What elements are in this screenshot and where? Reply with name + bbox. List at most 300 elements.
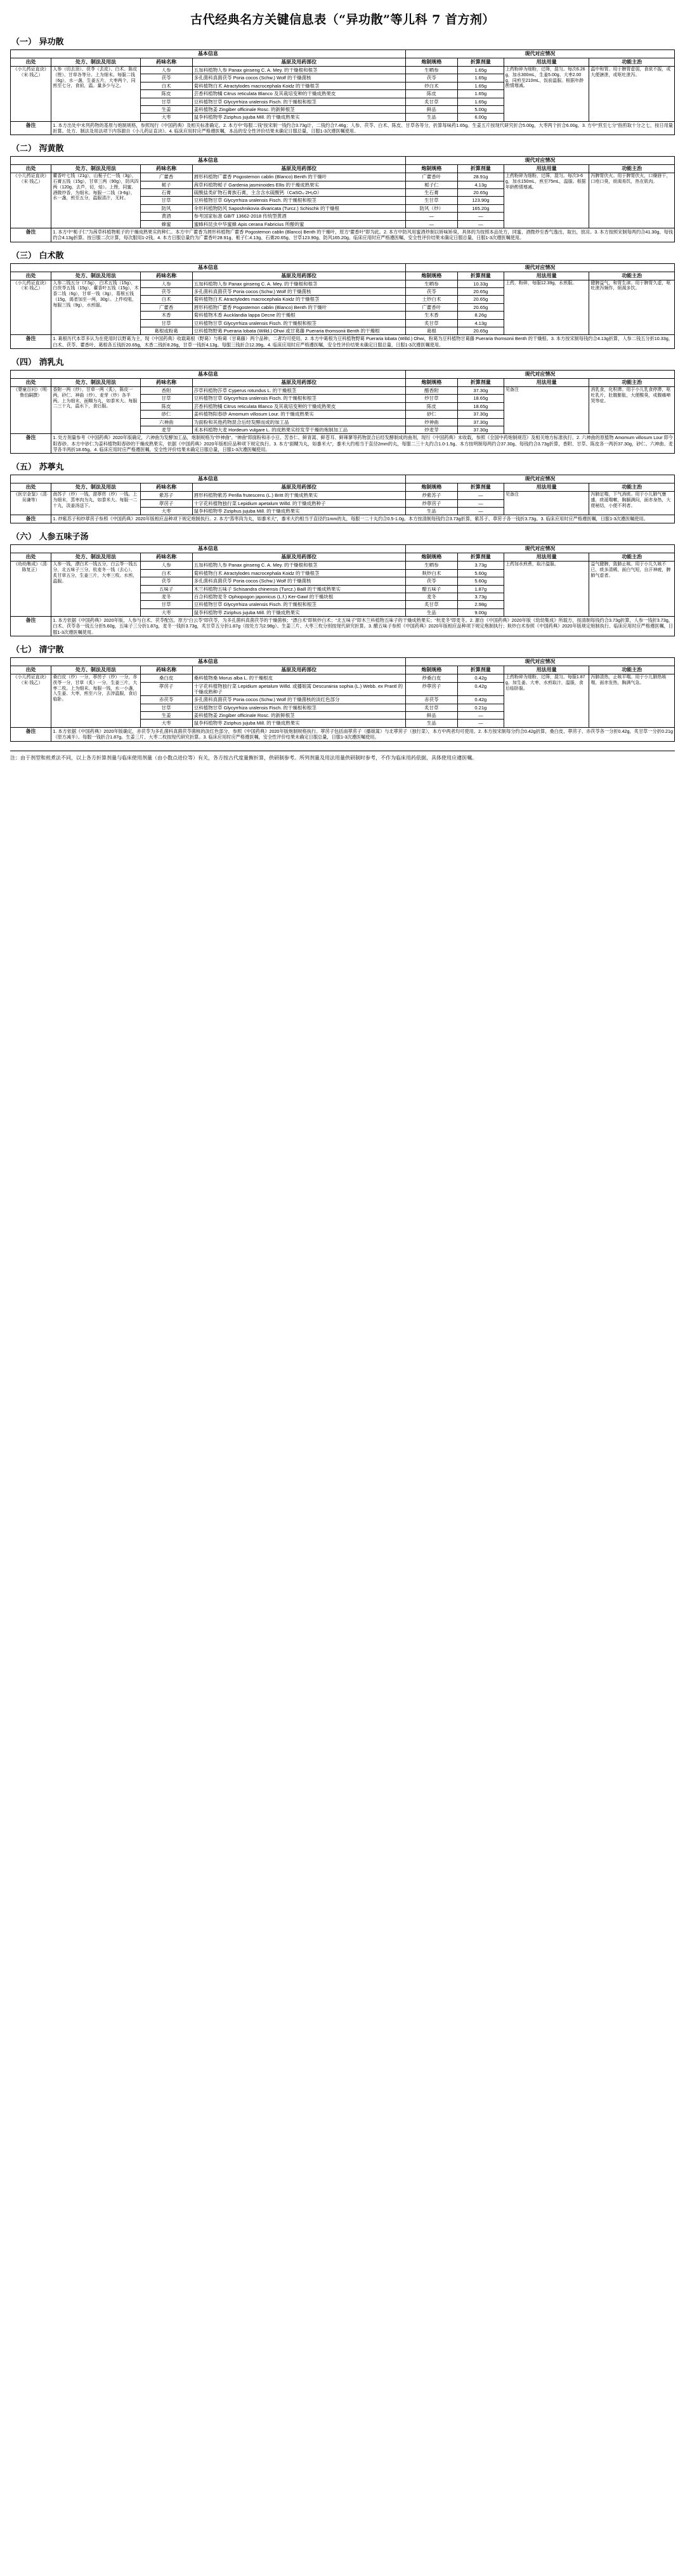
header-modern-info: 现代对应情况 bbox=[405, 157, 674, 165]
dose-cell: 0.42g bbox=[457, 682, 504, 696]
header-formula: 处方、制法及用法 bbox=[51, 666, 140, 674]
function-cell: 益气健脾，敛肺止咳。用于小儿久咳不已，痰多清稀，面白气短，自汗神疲，脾肺气虚者。 bbox=[589, 562, 675, 617]
herb-name-cell: 甘草 bbox=[140, 319, 192, 327]
herb-name-cell: 大枣 bbox=[140, 720, 192, 727]
header-herb: 药味名称 bbox=[140, 553, 192, 562]
header-basic-info: 基本信息 bbox=[11, 545, 406, 553]
origin-cell: 姜科植物阳春砂 Amomum villosum Lour. 的干燥成熟果实 bbox=[192, 411, 405, 418]
origin-cell: 芸香科植物橘 Citrus reticulata Blanco 及其栽培变种的干燥成熟果皮 bbox=[192, 90, 405, 98]
herb-name-cell: 陈皮 bbox=[140, 90, 192, 98]
remark-row bbox=[11, 727, 675, 741]
herb-name-cell: 茯苓 bbox=[140, 577, 192, 585]
prep-cell: 炒麦芽 bbox=[405, 426, 457, 433]
source-cell: 《小儿药证直诀》（宋·钱乙） bbox=[11, 674, 51, 728]
header-source: 出处 bbox=[11, 379, 51, 387]
prep-cell: 茯苓 bbox=[405, 74, 457, 82]
header-basic-info: 基本信息 bbox=[11, 263, 406, 272]
herb-name-cell: 甘草 bbox=[140, 704, 192, 711]
prep-cell: 炒葶苈子 bbox=[405, 499, 457, 507]
prep-cell: 炒白术 bbox=[405, 82, 457, 89]
prep-cell: 鲜品 bbox=[405, 712, 457, 720]
dose-cell: 20.65g bbox=[457, 327, 504, 334]
table-row bbox=[11, 387, 675, 395]
prep-cell: 生品 bbox=[405, 608, 457, 616]
dose-cell: — bbox=[457, 499, 504, 507]
dose-cell: 1.65g bbox=[457, 67, 504, 74]
prep-cell: 栀子仁 bbox=[405, 181, 457, 188]
origin-cell: 为面粉和其他药物混合后经发酵而成的加工品 bbox=[192, 418, 405, 426]
herb-name-cell: 香附 bbox=[140, 387, 192, 395]
usage-cell: 上药粉碎为细粉，过筛，混匀。每次6.26g，加水300mL，生姜5.00g、大枣2.00g，同煎至210mL，饭前温服。根据年龄酌情增减。 bbox=[504, 67, 589, 122]
prep-cell: 炒紫苏子 bbox=[405, 492, 457, 499]
origin-cell: 芸香科植物橘 Citrus reticulata Blanco 及其栽培变种的干燥成熟果皮 bbox=[192, 402, 405, 410]
header-source: 出处 bbox=[11, 58, 51, 67]
header-usage: 用法用量 bbox=[504, 379, 589, 387]
dose-cell: — bbox=[457, 220, 504, 228]
origin-cell: 鼠李科植物枣 Ziziphus jujuba Mill. 的干燥成熟果实 bbox=[192, 508, 405, 515]
prep-cell: 麦冬 bbox=[405, 593, 457, 600]
origin-cell: 豆科植物甘草 Glycyrrhiza uralensis Fisch. 的干燥根和根茎 bbox=[192, 601, 405, 608]
prep-cell: 陈皮 bbox=[405, 90, 457, 98]
header-formula: 处方、制法及用法 bbox=[51, 272, 140, 280]
dose-cell: 10.33g bbox=[457, 280, 504, 287]
function-cell: 消乳食，化积滞。用于小儿乳食停滞，呕吐乳片，肚腹膨胀，大便酸臭，或腹痛啼哭等症。 bbox=[589, 387, 675, 434]
remark-body: 1. 本方中“栀子仁”为茜草科植物栀子的干燥成熟果实的种仁。本方中广藿香为唇形科植物广藿香 Pogostemon cablin (Blanco) Benth 的干燥叶，原方“藿香叶”即为此。2. 本方中防风用蜜酒炒制以矫味矫臭，具体的为按照本品处方，同蜜、酒微炒至香气逸出，取出，放凉。3. 本方按照宋制每两约合41.30g、每钱约合4.13g折算。按日服二次计算，每次服用1-2钱。4. 本方日服总量约为广藿香叶28.91g、栀子仁4.13g、石膏20.65g、甘草123.90g、防风165.20g。临床应用时应严格遵医嘱，安全性评价结果未确定日服总量，日服1-3次遵医嘱使用。 bbox=[51, 228, 675, 242]
usage-cell: 上药，粉碎，每服12.39g，水煎服。 bbox=[504, 280, 589, 335]
dose-cell: 1.65g bbox=[457, 90, 504, 98]
source-cell: 《小儿药证直诀》（宋·钱乙） bbox=[11, 280, 51, 335]
origin-cell: 多孔菌科真菌茯苓 Poria cocos (Schw.) Wolf 的干燥菌核 bbox=[192, 74, 405, 82]
formula-table bbox=[10, 263, 675, 349]
prep-cell: 砂仁 bbox=[405, 411, 457, 418]
prep-cell: 广藿香叶 bbox=[405, 173, 457, 181]
dose-cell: 20.65g bbox=[457, 303, 504, 311]
prep-cell: 醋五味子 bbox=[405, 585, 457, 593]
prep-cell: 土炒白术 bbox=[405, 296, 457, 303]
header-origin: 基原及用药部位 bbox=[192, 165, 405, 173]
header-modern-info: 现代对应情况 bbox=[405, 50, 674, 58]
remark-label: 备注 bbox=[11, 335, 51, 349]
formula-cell: 南苏子（炒）一钱，甜葶苈（炒）一钱。上为细末，蒸枣肉为丸，如黍米大。每服一二十丸，淡姜汤送下。 bbox=[51, 492, 140, 515]
prep-cell: — bbox=[405, 220, 457, 228]
header-function: 功能主治 bbox=[589, 483, 675, 492]
herb-name-cell: 人参 bbox=[140, 67, 192, 74]
remark-body: 1. 处方剂量参考《中国药典》2020年版确定，六神曲为发酵加工品，炮制规格为“炒神曲”。“神曲”即面粉和赤小豆、苦杏仁、鲜青蒿、鲜苍耳、鲜辣蓼等药物混合后经发酵制成的曲剂，现行《中国药典》未收载，参照《全国中药炮制规范》及相关地方标准执行。2. 六神曲的原植物 Amomum villosum Lour 即今阳春砂。本方中砂仁为姜科植物阳春砂的干燥成熟果实，依据《中国药典》2020年版相应品种项下规定执行。3. 本方“面糊为丸，如黍米大”，黍米大约相当于直径2mm的丸，每服二三十丸约合1.0-1.5g。本方按明制每两约合37.30g、每钱约合3.73g折算，香附、甘草、陈皮各一两折37.30g，砂仁、六神曲、麦芽各半两折18.65g。4. 临床应用时应严格遵医嘱，安全性评价结果未确定日服总量，日服1-3次遵医嘱使用。 bbox=[51, 434, 675, 454]
source-cell: 《小儿药证直诀》（宋·钱乙） bbox=[11, 173, 51, 228]
dose-cell: 0.42g bbox=[457, 696, 504, 704]
herb-name-cell: 葶苈子 bbox=[140, 499, 192, 507]
dose-cell: 20.65g bbox=[457, 189, 504, 197]
prep-cell: 炒桑白皮 bbox=[405, 674, 457, 682]
origin-cell: 菊科植物白术 Atractylodes macrocephala Koidz 的干燥根茎 bbox=[192, 82, 405, 89]
herb-name-cell: 麦芽 bbox=[140, 426, 192, 433]
origin-cell: 唇形科植物紫苏 Perilla frutescens (L.) Britt 的干燥成熟果实 bbox=[192, 492, 405, 499]
origin-cell: 十字花科植物独行菜 Lepidium apetalum Willd. 的干燥成熟种子 bbox=[192, 499, 405, 507]
herb-name-cell: 甘草 bbox=[140, 98, 192, 105]
section-title: （三） 白术散 bbox=[11, 251, 64, 261]
dose-cell: — bbox=[457, 492, 504, 499]
prep-cell: 鲜品 bbox=[405, 105, 457, 113]
section-title: （七） 清宁散 bbox=[11, 645, 64, 655]
header-origin: 基原及用药部位 bbox=[192, 483, 405, 492]
dose-cell: 1.65g bbox=[457, 98, 504, 105]
header-modern-info: 现代对应情况 bbox=[405, 545, 674, 553]
section-title: （五） 苏葶丸 bbox=[11, 463, 64, 473]
origin-cell: 参考国家标准 GB/T 13662-2018 传统型黄酒 bbox=[192, 213, 405, 220]
header-dose: 折算剂量 bbox=[457, 272, 504, 280]
source-cell: 《小儿药证直诀》（宋·钱乙） bbox=[11, 67, 51, 122]
prep-cell: 茯苓 bbox=[405, 288, 457, 296]
formula-cell: 人参（切去顶）、茯苓（去皮）、白术、陈皮（锉）、甘草各等分。上为细末。每服二钱（6g），水一盏，生姜五片，大枣两个，同煎至七分，食前，温。量多少与之。 bbox=[51, 67, 140, 122]
origin-cell: 桑科植物桑 Morus alba L. 的干燥根皮 bbox=[192, 674, 405, 682]
function-cell: 泻肺定喘，下气消痰。用于小儿肺气壅盛，痰涎喘嗽，胸膈满闷，面赤身热，大便秘结，小便不利者。 bbox=[589, 492, 675, 515]
header-usage: 用法用量 bbox=[504, 165, 589, 173]
header-basic-info: 基本信息 bbox=[11, 475, 406, 483]
formula-cell: 桑白皮（炒）一分，葶苈子（炒）一分，赤茯苓一分，甘草（炙）一分，生姜三片，大枣二枚。上为细末。每服一钱，水一小盏，入生姜、大枣，煎至六分，去滓温服，食后临卧。 bbox=[51, 674, 140, 728]
origin-cell: 豆科植物甘草 Glycyrrhiza uralensis Fisch. 的干燥根和根茎 bbox=[192, 319, 405, 327]
header-origin: 基原及用药部位 bbox=[192, 272, 405, 280]
prep-cell: 生晒参 bbox=[405, 67, 457, 74]
header-prep: 炮制规格 bbox=[405, 58, 457, 67]
header-modern-info: 现代对应情况 bbox=[405, 658, 674, 666]
prep-cell: 茯苓 bbox=[405, 577, 457, 585]
origin-cell: 十字花科植物独行菜 Lepidium apetalum Willd. 或播娘蒿 Descurainia sophia (L.) Webb. ex Prantl 的干燥成熟种子 bbox=[192, 682, 405, 696]
header-basic-info: 基本信息 bbox=[11, 658, 406, 666]
herb-name-cell: 陈皮 bbox=[140, 402, 192, 410]
dose-cell: 18.65g bbox=[457, 395, 504, 402]
prep-cell: — bbox=[405, 213, 457, 220]
sections-container bbox=[10, 35, 675, 742]
dose-cell: — bbox=[457, 508, 504, 515]
remark-label: 备注 bbox=[11, 228, 51, 242]
formula-table bbox=[10, 370, 675, 454]
remark-body: 1. 本方出处中未列药物的基原与炮制规格，参照现行《中国药典》及相关标准确定。2. 本方中“每服二钱”按宋制一钱约合3.73g计，二钱约合7.46g；人参、茯苓、白术、陈皮、甘草各等分，折算每味药1.65g。生姜五片按现代研究折合5.00g，大枣两个折合6.00g。3. 方中“煎至七分”指煎取十分之七，按日用量折算。处方、制法及用法项下内容源自《小儿药证直诀》。4. 临床应用时应严格遵医嘱，本品的安全性评价结果未确定日服总量，日服1-3次遵医嘱使用。 bbox=[51, 121, 675, 135]
origin-cell: 豆科植物甘草 Glycyrrhiza uralensis Fisch. 的干燥根和根茎 bbox=[192, 704, 405, 711]
dose-cell: 5.00g bbox=[457, 105, 504, 113]
dose-cell: 1.65g bbox=[457, 74, 504, 82]
prep-cell: 炙甘草 bbox=[405, 704, 457, 711]
herb-name-cell: 大枣 bbox=[140, 508, 192, 515]
remark-row bbox=[11, 228, 675, 242]
dose-cell: 9.00g bbox=[457, 608, 504, 616]
origin-cell: 菊科植物白术 Atractylodes macrocephala Koidz 的干燥根茎 bbox=[192, 569, 405, 577]
origin-cell: 菊科植物木香 Aucklandia lappa Decne 的干燥根 bbox=[192, 312, 405, 319]
herb-name-cell: 茯苓 bbox=[140, 74, 192, 82]
header-prep: 炮制规格 bbox=[405, 483, 457, 492]
herb-name-cell: 生姜 bbox=[140, 712, 192, 720]
herb-name-cell: 人参 bbox=[140, 280, 192, 287]
table-row bbox=[11, 674, 675, 682]
origin-cell: 五加科植物人参 Panax ginseng C. A. Mey. 的干燥根和根茎 bbox=[192, 280, 405, 287]
origin-cell: 多孔菌科真菌茯苓 Poria cocos (Schw.) Wolf 的干燥菌核 bbox=[192, 288, 405, 296]
dose-cell: 2.98g bbox=[457, 601, 504, 608]
header-usage: 用法用量 bbox=[504, 483, 589, 492]
herb-name-cell: 人参 bbox=[140, 562, 192, 569]
header-herb: 药味名称 bbox=[140, 379, 192, 387]
header-prep: 炮制规格 bbox=[405, 553, 457, 562]
origin-cell: 茜草科植物栀子 Gardenia jasminoides Ellis 的干燥成熟果实 bbox=[192, 181, 405, 188]
remark-body: 1. 本方依据《中国药典》2020年版，人参与白术、茯苓配伍。原方“白云苓”即茯苓，为多孔菌科真菌茯苓的干燥菌核；“漂白术”即麸炒白术；“北五味子”即木兰科植物五味子的干燥成熟果实；“杭麦冬”即麦冬。2. 源自《中国药典》2020年版《幼幼集成》所载方，按清制每钱约合3.73g折算，人参一钱折3.73g，白术、茯苓各一钱五分折5.60g，五味子三分折1.87g，麦冬一钱折3.73g，炙甘草五分折1.87g（按处方为2.98g）。生姜三片、大枣三枚分别按现代研究折算。3. 醋五味子参照《中国药典》2020年版相应品种项下规定炮制执行；麸炒白术参照《中国药典》2020年版规定炮制执行。临床应用时应严格遵医嘱，日服1-3次遵医嘱使用。 bbox=[51, 617, 675, 636]
prep-cell: 陈皮 bbox=[405, 402, 457, 410]
herb-name-cell: 生姜 bbox=[140, 105, 192, 113]
header-herb: 药味名称 bbox=[140, 483, 192, 492]
header-dose: 折算剂量 bbox=[457, 553, 504, 562]
header-formula: 处方、制法及用法 bbox=[51, 165, 140, 173]
header-formula: 处方、制法及用法 bbox=[51, 58, 140, 67]
origin-cell: 五加科植物人参 Panax ginseng C. A. Mey. 的干燥根和根茎 bbox=[192, 562, 405, 569]
herb-name-cell: 桑白皮 bbox=[140, 674, 192, 682]
herb-name-cell: 蜂蜜 bbox=[140, 220, 192, 228]
herb-name-cell: 茯苓 bbox=[140, 288, 192, 296]
dose-cell: 1.65g bbox=[457, 82, 504, 89]
origin-cell: 多孔菌科真菌茯苓 Poria cocos (Schw.) Wolf 的干燥菌核 bbox=[192, 577, 405, 585]
remark-row bbox=[11, 434, 675, 454]
prep-cell: 生甘草 bbox=[405, 197, 457, 204]
dose-cell: 0.42g bbox=[457, 674, 504, 682]
herb-name-cell: 六神曲 bbox=[140, 418, 192, 426]
dose-cell: 37.30g bbox=[457, 411, 504, 418]
prep-cell: 生晒参 bbox=[405, 280, 457, 287]
footnote: 注：由于剂型和煎煮法不同，以上各方折算剂量与临床使用剂量（由小数点进位等）有关，各方按古代度量衡折算，供研制参考。所列剂量及用法用量供研制时参考，不作为临床用药依据，具体使用应遵医嘱。 bbox=[10, 751, 675, 762]
source-cell: 《幼幼集成》（清·陈复正） bbox=[11, 562, 51, 617]
prep-cell: 防风（炒） bbox=[405, 204, 457, 212]
prep-cell: 炒葶苈子 bbox=[405, 682, 457, 696]
herb-name-cell: 葛根或粉葛 bbox=[140, 327, 192, 334]
dose-cell: 20.65g bbox=[457, 296, 504, 303]
herb-name-cell: 大枣 bbox=[140, 608, 192, 616]
remark-row bbox=[11, 121, 675, 135]
table-row bbox=[11, 280, 675, 287]
header-origin: 基原及用药部位 bbox=[192, 379, 405, 387]
document-page bbox=[0, 0, 685, 775]
formula-cell: 人参二钱五分（7.5g），白术五钱（15g），白茯苓五钱（15g），藿香叶五钱（15g），木香二钱（6g），甘草一钱（3g），葛根五钱（15g，渴者加至一两，30g）。上件咬咀，每服三钱（9g），水煎服。 bbox=[51, 280, 140, 335]
herb-name-cell: 木香 bbox=[140, 312, 192, 319]
herb-name-cell: 五味子 bbox=[140, 585, 192, 593]
section-title: （四） 消乳丸 bbox=[11, 358, 64, 368]
header-modern-info: 现代对应情况 bbox=[405, 263, 674, 272]
header-prep: 炮制规格 bbox=[405, 379, 457, 387]
usage-cell: 上药粉碎为细粉，过筛，混匀。每次3-6g，加水150mL，煎至75mL，温服。根据年龄酌情增减。 bbox=[504, 173, 589, 228]
header-origin: 基原及用药部位 bbox=[192, 553, 405, 562]
origin-cell: 木兰科植物五味子 Schisandra chinensis (Turcz.) Baill 的干燥成熟果实 bbox=[192, 585, 405, 593]
dose-cell: 28.91g bbox=[457, 173, 504, 181]
prep-cell: 广藿香叶 bbox=[405, 303, 457, 311]
origin-cell: 豆科植物甘草 Glycyrrhiza uralensis Fisch. 的干燥根和根茎 bbox=[192, 98, 405, 105]
prep-cell: 炙甘草 bbox=[405, 98, 457, 105]
function-cell: 温中和胃。用于脾胃虚弱，食欲不振，或大便溏泄，或呕吐泄泻。 bbox=[589, 67, 675, 122]
remark-label: 备注 bbox=[11, 515, 51, 523]
prep-cell: 赤茯苓 bbox=[405, 696, 457, 704]
origin-cell: 蜜蜂科昆虫中华蜜蜂 Apis cerana Fabricius 所酿的蜜 bbox=[192, 220, 405, 228]
herb-name-cell: 黄酒 bbox=[140, 213, 192, 220]
origin-cell: 姜科植物姜 Zingiber officinale Rosc. 的新鲜根茎 bbox=[192, 105, 405, 113]
usage-cell: 上药粉碎为细粉，过筛，混匀。每服1.87g，加生姜、大枣，水煎取汁，温服，食后临卧服。 bbox=[504, 674, 589, 728]
herb-name-cell: 砂仁 bbox=[140, 411, 192, 418]
dose-cell: 37.30g bbox=[457, 418, 504, 426]
header-dose: 折算剂量 bbox=[457, 379, 504, 387]
prep-cell: 麸炒白术 bbox=[405, 569, 457, 577]
header-prep: 炮制规格 bbox=[405, 272, 457, 280]
dose-cell: 8.26g bbox=[457, 312, 504, 319]
dose-cell: 20.65g bbox=[457, 288, 504, 296]
prep-cell: 炙甘草 bbox=[405, 601, 457, 608]
origin-cell: 伞形科植物防风 Saposhnikovia divaricata (Turcz.) Schischk 的干燥根 bbox=[192, 204, 405, 212]
header-formula: 处方、制法及用法 bbox=[51, 379, 140, 387]
herb-name-cell: 葶苈子 bbox=[140, 682, 192, 696]
function-cell: 健脾益气，和胃生津。用于脾胃久虚，呕吐泄泻频作，烦渴多饮。 bbox=[589, 280, 675, 335]
remark-label: 备注 bbox=[11, 434, 51, 454]
herb-name-cell: 大枣 bbox=[140, 114, 192, 121]
header-function: 功能主治 bbox=[589, 553, 675, 562]
header-herb: 药味名称 bbox=[140, 666, 192, 674]
dose-cell: 37.30g bbox=[457, 426, 504, 433]
header-basic-info: 基本信息 bbox=[11, 50, 406, 58]
remark-label: 备注 bbox=[11, 727, 51, 741]
remark-label: 备注 bbox=[11, 617, 51, 636]
dose-cell: — bbox=[457, 720, 504, 727]
header-function: 功能主治 bbox=[589, 666, 675, 674]
herb-name-cell: 防风 bbox=[140, 204, 192, 212]
header-source: 出处 bbox=[11, 553, 51, 562]
remark-body: 1. 葛根历代本草多认为在使用时以野葛为主，现《中国药典》收载葛根（野葛）与粉葛（甘葛藤）两个品种，二者均可使用。2. 本方中葛根为豆科植物野葛 Pueraria lobata (Willd.) Ohwi，粉葛为豆科植物甘葛藤 Pueraria thomsonii Benth 的干燥根。3. 本方按宋制每钱约合4.13g折算，人参二钱五分折10.33g，白术、茯苓、藿香叶、葛根各五钱折20.65g，木香二钱折8.26g，甘草一钱折4.13g。每服三钱折合12.39g。4. 临床应用时应严格遵医嘱，安全性评价结果未确定日服总量，日服1-3次遵医嘱使用。 bbox=[51, 335, 675, 349]
source-cell: 《婴童百问》（明·鲁伯嗣撰） bbox=[11, 387, 51, 434]
herb-name-cell: 紫苏子 bbox=[140, 492, 192, 499]
dose-cell: 1.87g bbox=[457, 585, 504, 593]
remark-body: 1. 本方依据《中国药典》2020年版确定，赤茯苓为多孔菌科真菌茯苓菌核的淡红色部分，参照《中国药典》2020年版炮制规格执行。葶苈子包括南葶苈子（播娘蒿）与北葶苈子（独行菜），本方中两者均可使用。2. 本方按宋制每分约合0.42g折算，桑白皮、葶苈子、赤茯苓各一分折0.42g，炙甘草一分折0.21g（原方减半）。每服一钱折合1.87g。生姜三片、大枣二枚按现代研究折算。3. 临床应用时应严格遵医嘱，安全性评价结果未确定日服总量，日服1-3次遵医嘱使用。 bbox=[51, 727, 675, 741]
origin-cell: 豆科植物甘草 Glycyrrhiza uralensis Fisch. 的干燥根和根茎 bbox=[192, 395, 405, 402]
origin-cell: 豆科植物野葛 Pueraria lobata (Willd.) Ohwi 或甘葛藤 Pueraria thomsonii Benth 的干燥根 bbox=[192, 327, 405, 334]
origin-cell: 鼠李科植物枣 Ziziphus jujuba Mill. 的干燥成熟果实 bbox=[192, 720, 405, 727]
origin-cell: 百合科植物麦冬 Ophiopogon japonicus (L.f.) Ker-Gawl 的干燥块根 bbox=[192, 593, 405, 600]
herb-name-cell: 广藿香 bbox=[140, 303, 192, 311]
herb-name-cell: 石膏 bbox=[140, 189, 192, 197]
section-title: （六） 人参五味子汤 bbox=[11, 532, 89, 542]
origin-cell: 多孔菌科真菌茯苓 Poria cocos (Schw.) Wolf 的干燥菌核的淡红色部分 bbox=[192, 696, 405, 704]
prep-cell: 炒神曲 bbox=[405, 418, 457, 426]
header-usage: 用法用量 bbox=[504, 553, 589, 562]
dose-cell: 18.65g bbox=[457, 402, 504, 410]
dose-cell: 5.60g bbox=[457, 577, 504, 585]
prep-cell: 生晒参 bbox=[405, 562, 457, 569]
prep-cell: 生品 bbox=[405, 720, 457, 727]
origin-cell: 五加科植物人参 Panax ginseng C. A. Mey. 的干燥根和根茎 bbox=[192, 67, 405, 74]
herb-name-cell: 白术 bbox=[140, 569, 192, 577]
header-basic-info: 基本信息 bbox=[11, 371, 406, 379]
header-dose: 折算剂量 bbox=[457, 165, 504, 173]
prep-cell: 炙甘草 bbox=[405, 319, 457, 327]
header-dose: 折算剂量 bbox=[457, 666, 504, 674]
herb-name-cell: 白术 bbox=[140, 296, 192, 303]
dose-cell: — bbox=[457, 213, 504, 220]
header-origin: 基原及用药部位 bbox=[192, 666, 405, 674]
header-origin: 基原及用药部位 bbox=[192, 58, 405, 67]
dose-cell: 4.13g bbox=[457, 181, 504, 188]
remark-body: 1. 炒紫苏子和炒葶苈子参照《中国药典》2020年版相应品种项下规定炮制执行。2. 本方“蒸枣肉为丸，如黍米大”，黍米大约相当于直径约1mm的丸，每服一二十丸约合0.5-1.0g。本方按清制每钱约合3.73g折算，紫苏子、葶苈子各一钱折3.73g。3. 临床应用时应严格遵医嘱，日服1-3次遵医嘱使用。 bbox=[51, 515, 675, 523]
formula-table bbox=[10, 49, 675, 135]
header-formula: 处方、制法及用法 bbox=[51, 553, 140, 562]
origin-cell: 唇形科植物广藿香 Pogostemon cablin (Blanco) Benth 的干燥叶 bbox=[192, 173, 405, 181]
origin-cell: 硫酸盐类矿物石膏族石膏，主含含水硫酸钙（CaSO₄·2H₂O） bbox=[192, 189, 405, 197]
origin-cell: 鼠李科植物枣 Ziziphus jujuba Mill. 的干燥成熟果实 bbox=[192, 114, 405, 121]
herb-name-cell: 栀子 bbox=[140, 181, 192, 188]
header-function: 功能主治 bbox=[589, 379, 675, 387]
remark-row bbox=[11, 617, 675, 636]
formula-cell: 人参一钱，漂白术一钱五分，白云苓一钱五分，北五味子三分，杭麦冬一钱（去心），炙甘草五分，生姜三片，大枣三枚。水煎，温服。 bbox=[51, 562, 140, 617]
prep-cell: 生品 bbox=[405, 114, 457, 121]
prep-cell: 醋香附 bbox=[405, 387, 457, 395]
header-source: 出处 bbox=[11, 483, 51, 492]
page-title: 古代经典名方关键信息表（“异功散”等儿科 7 首方剂） bbox=[190, 13, 495, 27]
header-source: 出处 bbox=[11, 165, 51, 173]
dose-cell: 0.21g bbox=[457, 704, 504, 711]
table-row bbox=[11, 67, 675, 74]
header-basic-info: 基本信息 bbox=[11, 157, 406, 165]
dose-cell: 4.13g bbox=[457, 319, 504, 327]
dose-cell: 37.30g bbox=[457, 387, 504, 395]
section-title: （一） 异功散 bbox=[11, 37, 64, 47]
herb-name-cell: 赤茯苓 bbox=[140, 696, 192, 704]
herb-name-cell: 甘草 bbox=[140, 395, 192, 402]
header-modern-info: 现代对应情况 bbox=[405, 475, 674, 483]
header-source: 出处 bbox=[11, 272, 51, 280]
formula-table bbox=[10, 475, 675, 523]
dose-cell: 6.00g bbox=[457, 114, 504, 121]
origin-cell: 鼠李科植物枣 Ziziphus jujuba Mill. 的干燥成熟果实 bbox=[192, 608, 405, 616]
dose-cell: 5.60g bbox=[457, 569, 504, 577]
header-herb: 药味名称 bbox=[140, 165, 192, 173]
remark-row bbox=[11, 335, 675, 349]
formula-table bbox=[10, 657, 675, 741]
header-dose: 折算剂量 bbox=[457, 483, 504, 492]
prep-cell: 生木香 bbox=[405, 312, 457, 319]
usage-cell: 见备注 bbox=[504, 387, 589, 434]
origin-cell: 菊科植物白术 Atractylodes macrocephala Koidz 的干燥根茎 bbox=[192, 296, 405, 303]
herb-name-cell: 广藿香 bbox=[140, 173, 192, 181]
herb-name-cell: 甘草 bbox=[140, 601, 192, 608]
header-usage: 用法用量 bbox=[504, 58, 589, 67]
header-herb: 药味名称 bbox=[140, 272, 192, 280]
table-row bbox=[11, 562, 675, 569]
header-formula: 处方、制法及用法 bbox=[51, 483, 140, 492]
prep-cell: 炒甘草 bbox=[405, 395, 457, 402]
header-modern-info: 现代对应情况 bbox=[405, 371, 674, 379]
section-title: （二） 泻黄散 bbox=[11, 144, 64, 154]
dose-cell: 123.90g bbox=[457, 197, 504, 204]
function-cell: 泻脾胃伏火。用于脾胃伏火，口燥唇干，口疮口臭，烦渴易饥，热在肌肉。 bbox=[589, 173, 675, 228]
prep-cell: 生品 bbox=[405, 508, 457, 515]
remark-label: 备注 bbox=[11, 121, 51, 135]
header-source: 出处 bbox=[11, 666, 51, 674]
header-usage: 用法用量 bbox=[504, 666, 589, 674]
formula-cell: 香附一两（炒），甘草一两（炙），陈皮一两，砂仁、神曲（炒）、麦芽（炒）各半两。上为细末，面糊为丸，如黍米大。每服二三十丸，温水下，食后服。 bbox=[51, 387, 140, 434]
usage-cell: 上药加水煎煮，取汁温服。 bbox=[504, 562, 589, 617]
origin-cell: 姜科植物姜 Zingiber officinale Rosc. 的新鲜根茎 bbox=[192, 712, 405, 720]
prep-cell: 葛根 bbox=[405, 327, 457, 334]
header-usage: 用法用量 bbox=[504, 272, 589, 280]
formula-cell: 藿香叶七钱（21g），山栀子仁一钱（3g），石膏五钱（15g），甘草三两（90g），防风四两（120g，去芦，切，焙）。上锉，同蜜、酒微炒香，为细末。每服一二钱（3-6g），水一盏，煎至五分，温服清汁，无时。 bbox=[51, 173, 140, 228]
formula-table bbox=[10, 544, 675, 636]
origin-cell: 唇形科植物广藿香 Pogostemon cablin (Blanco) Benth 的干燥叶 bbox=[192, 303, 405, 311]
prep-cell: 生石膏 bbox=[405, 189, 457, 197]
source-cell: 《医宗金鉴》（清·吴谦等） bbox=[11, 492, 51, 515]
header-function: 功能主治 bbox=[589, 58, 675, 67]
formula-table bbox=[10, 156, 675, 242]
function-cell: 泻肺清热，止咳平喘。用于小儿肺热咳喘，面赤发热，胸满气急。 bbox=[589, 674, 675, 728]
origin-cell: 莎草科植物莎草 Cyperus rotundus L. 的干燥根茎 bbox=[192, 387, 405, 395]
table-row bbox=[11, 173, 675, 181]
usage-cell: 见备注 bbox=[504, 492, 589, 515]
dose-cell: 3.73g bbox=[457, 593, 504, 600]
